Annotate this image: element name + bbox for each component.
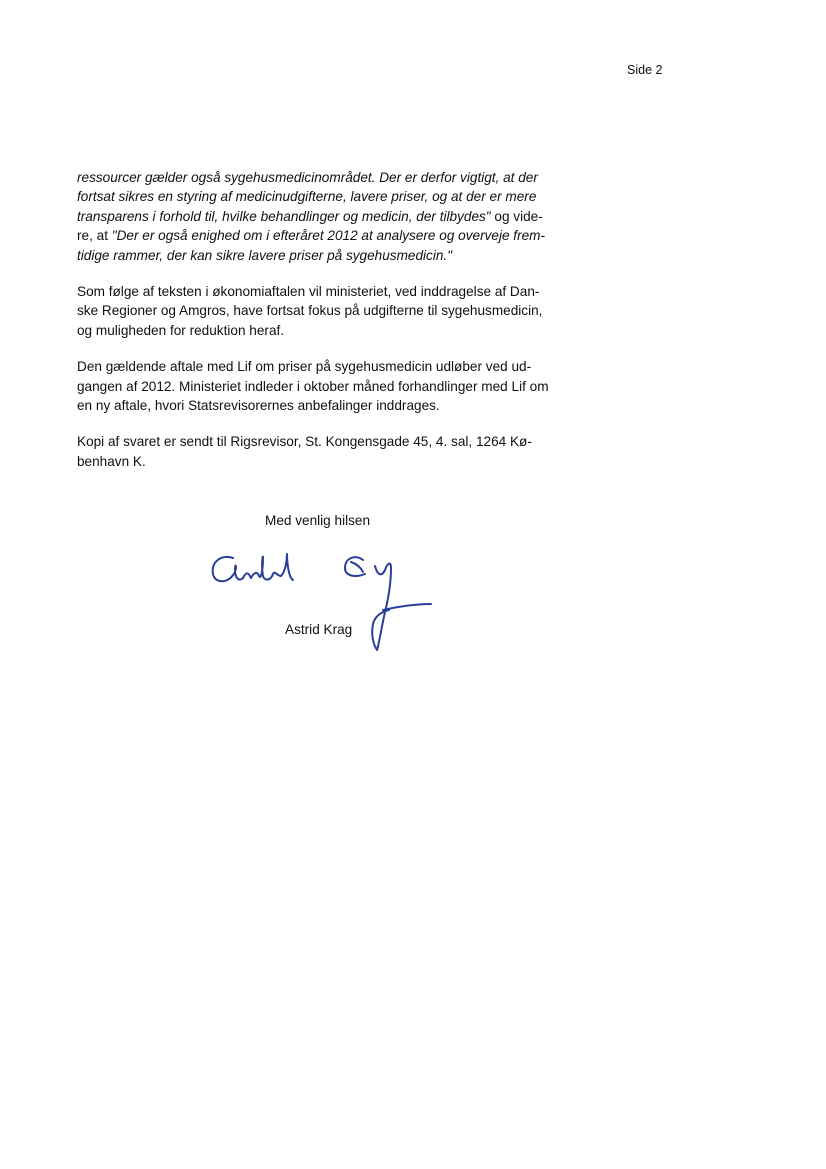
text-line	[77, 187, 567, 206]
handwritten-signature	[205, 540, 445, 655]
text-line	[77, 357, 567, 376]
text-line	[77, 168, 567, 187]
letter-body	[77, 168, 567, 488]
text-segment: ske Regioner og Amgros, have fortsat fokus på udgifterne til sygehusmedicin,	[77, 303, 543, 319]
paragraph	[77, 357, 567, 415]
quoted-text: "Der er også enighed om i efteråret 2012 at analysere og overveje frem-	[111, 228, 546, 244]
text-line	[77, 396, 567, 415]
text-line	[77, 452, 567, 471]
paragraph	[77, 282, 567, 340]
text-segment: Som følge af teksten i økonomiaftalen vil ministeriet, ved inddragelse af Dan-	[77, 284, 540, 300]
text-line	[77, 246, 567, 265]
text-line	[77, 301, 567, 320]
text-segment: re, at	[77, 228, 112, 244]
text-line	[77, 377, 567, 396]
text-line	[77, 432, 567, 451]
text-segment: gangen af 2012. Ministeriet indleder i oktober måned forhandlinger med Lif om	[77, 378, 549, 394]
text-line	[77, 321, 567, 340]
paragraph	[77, 168, 567, 265]
text-line	[77, 207, 567, 226]
text-segment: og muligheden for reduktion heraf.	[77, 322, 285, 338]
page-number: Side 2	[627, 63, 663, 77]
text-segment: og vide-	[490, 208, 543, 224]
text-segment: Den gældende aftale med Lif om priser på sygehusmedicin udløber ved ud-	[77, 359, 532, 375]
text-segment: benhavn K.	[77, 453, 146, 469]
text-line	[77, 226, 567, 245]
quoted-text: tidige rammer, der kan sikre lavere priser på sygehusmedicin."	[77, 247, 453, 263]
quoted-text: ressourcer gælder også sygehusmedicinområdet. Der er derfor vigtigt, at der	[77, 170, 538, 185]
quoted-text: transparens i forhold til, hvilke behandlinger og medicin, der tilbydes"	[77, 208, 491, 224]
closing-greeting: Med venlig hilsen	[265, 513, 371, 528]
paragraph	[77, 432, 567, 471]
text-segment: en ny aftale, hvori Statsrevisorernes anbefalinger inddrages.	[77, 398, 440, 414]
signer-name: Astrid Krag	[285, 622, 353, 637]
quoted-text: fortsat sikres en styring af medicinudgifterne, lavere priser, og at der er mere	[77, 189, 537, 205]
text-segment: Kopi af svaret er sendt til Rigsrevisor, St. Kongensgade 45, 4. sal, 1264 Kø-	[77, 434, 532, 450]
text-line	[77, 282, 567, 301]
